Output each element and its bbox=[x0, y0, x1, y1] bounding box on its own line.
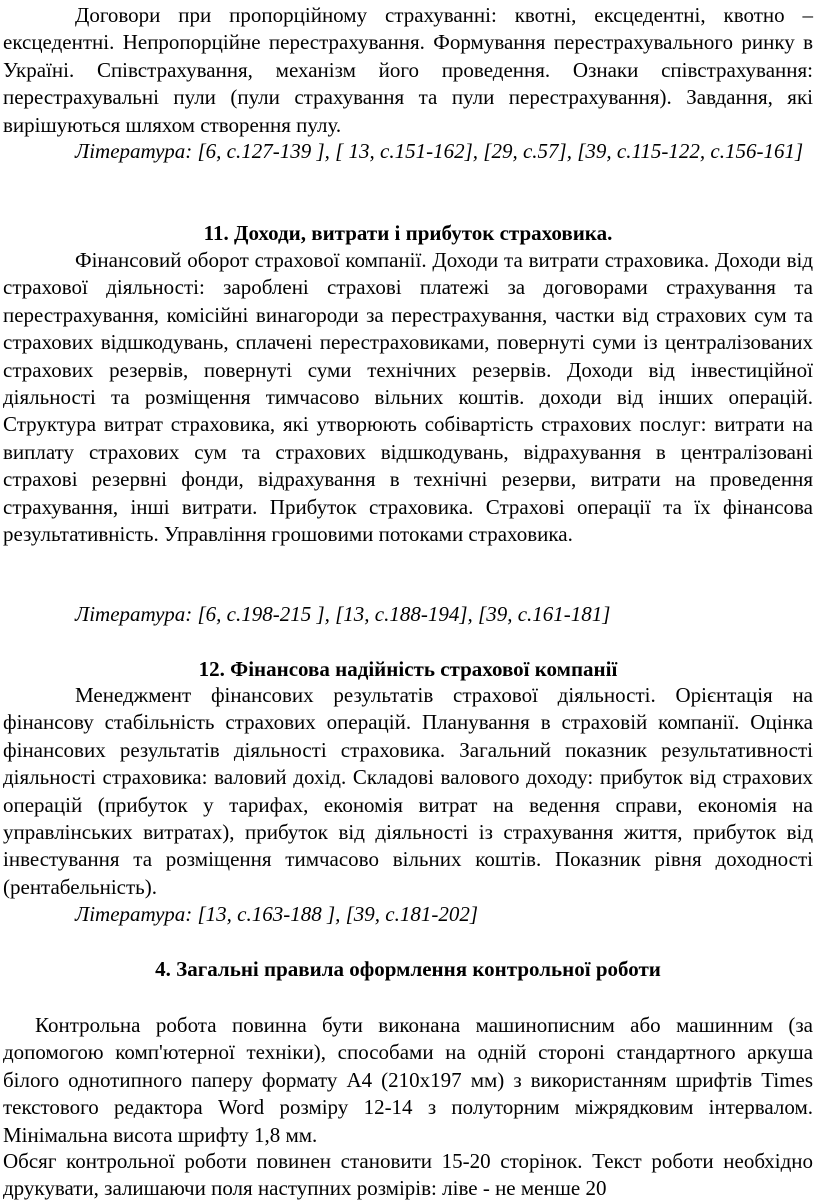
section-11-literature: Література: [6, с.198-215 ], [13, с.188-194], [39, с.161-181] bbox=[75, 602, 611, 626]
section-12-heading: 12. Фінансова надійність страхової компанії bbox=[198, 657, 618, 681]
section-4-paragraph-1: Контрольна робота повинна бути виконана машинописним або машинним (за допомогою комп'ютерної техніки), способами на одній стороні стандартного аркуша білого однотипного паперу формату А4 (210х197 мм) з використанням шрифтів Times текстового редактора Word розміру 12-14 з полуторним міжрядковим інтервалом. Мінімальна висота шрифту 1,8 мм. bbox=[3, 1013, 813, 1147]
section-4-heading: 4. Загальні правила оформлення контрольної роботи bbox=[155, 957, 661, 981]
intro-paragraph: Договори при пропорційному страхуванні: квотні, ексцедентні, квотно – ексцедентні. Непропорційне перестрахування. Формування перестрахувального ринку в Україні. Співстрахування, механізм його проведення. Ознаки співстрахування: перестрахувальні пули (пули страхування та пули перестрахування). Завдання, які вирішуються шляхом створення пулу. bbox=[3, 3, 813, 137]
intro-literature: Література: [6, с.127-139 ], [ 13, с.151-162], [29, с.57], [39, с.115-122, с.156-161] bbox=[75, 139, 804, 163]
section-12-body: Менеджмент фінансових результатів страхової діяльності. Орієнтація на фінансову стабільність страхових операцій. Планування в страховій компанії. Оцінка фінансових результатів діяльності страховика. Загальний показник результативності діяльності страховика: валовий дохід. Складові валового доходу: прибуток від страхових операцій (прибуток у тарифах, економія витрат на ведення справи, економія на управлінських витратах), прибуток від діяльності із страхування життя, прибуток від інвестування та розміщення тимчасово вільних коштів. Показник рівня доходності (рентабельність). bbox=[3, 683, 813, 899]
section-11-heading: 11. Доходи, витрати і прибуток страховика. bbox=[203, 221, 613, 245]
section-4-paragraph-2: Обсяг контрольної роботи повинен становити 15-20 сторінок. Текст роботи необхідно друкувати, залишаючи поля наступних розмірів: ліве - не менше 20 bbox=[3, 1149, 813, 1201]
section-11-body: Фінансовий оборот страхової компанії. Доходи та витрати страховика. Доходи від страхової діяльності: зароблені страхові платежі за договорами страхування та перестрахування, комісійні винагороди за перестрахування, частки від страхових сум та страхових відшкодувань, сплачені перестраховиками, повернуті суми із централізованих страхових резервів, повернуті суми технічних резервів. Доходи від інвестиційної діяльності та розміщення тимчасово вільних коштів. доходи від інших операцій. Структура витрат страховика, які утворюють собівартість страхових послуг: витрати на виплату страхових сум та страхових відшкодувань, відрахування в централізовані страхові резервні фонди, відрахування в технічні резерви, витрати на проведення страхування, інші витрати. Прибуток страховика. Страхові операції та їх фінансова результативність. Управління грошовими потоками страховика. bbox=[3, 248, 813, 547]
section-12-literature: Література: [13, с.163-188 ], [39, с.181-202] bbox=[75, 902, 479, 926]
